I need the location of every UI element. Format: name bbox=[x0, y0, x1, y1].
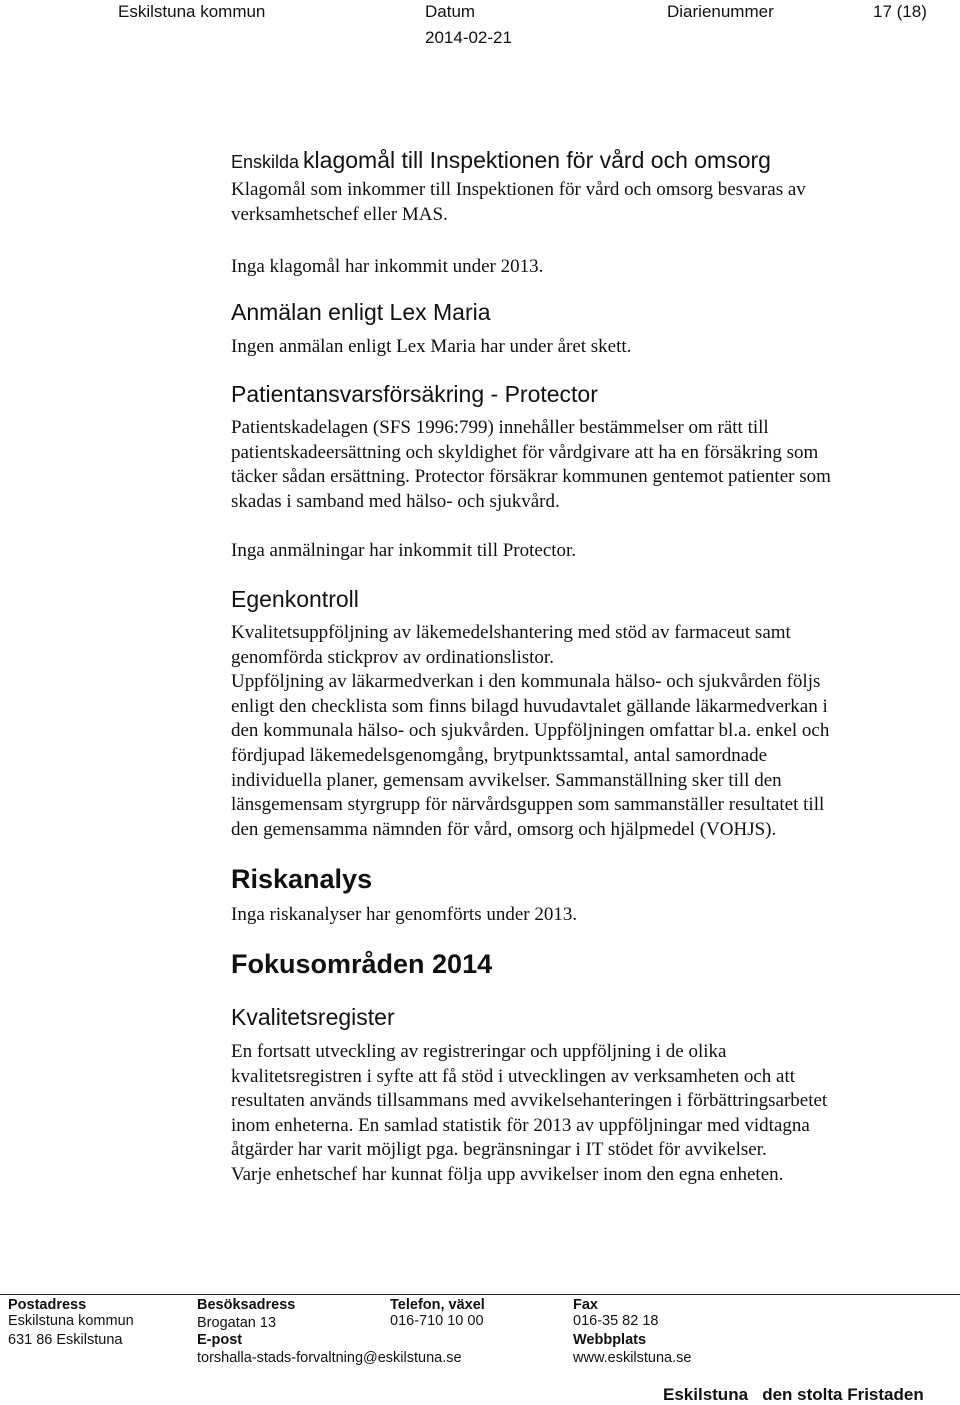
egenkontroll-heading: Egenkontroll bbox=[231, 586, 359, 612]
footer-besoksadress-value: Brogatan 13 bbox=[197, 1315, 277, 1331]
footer-epost-link[interactable]: torshalla-stads-forvaltning@eskilstuna.se bbox=[197, 1350, 462, 1366]
lex-maria-heading: Anmälan enligt Lex Maria bbox=[231, 299, 491, 325]
header-date-label: Datum bbox=[425, 2, 476, 21]
klagomal-paragraph bbox=[231, 178, 806, 227]
lex-maria-text: Ingen anmälan enligt Lex Maria har under året skett. bbox=[231, 336, 632, 357]
paragraph-line: Patientskadelagen (SFS 1996:799) innehåller bestämmelser om rätt till bbox=[231, 417, 769, 438]
paragraph-line: täcker sådan ersättning. Protector försäkrar kommunen gentemot patienter som bbox=[231, 466, 831, 488]
riskanalys-text: Inga riskanalyser har genomförts under 2013. bbox=[231, 904, 578, 925]
footer-epost-label: E-post bbox=[197, 1332, 243, 1348]
paragraph-line: den kommunala hälso- och sjukvården. Uppföljningen omfattar bl.a. enkel och bbox=[231, 720, 830, 742]
paragraph-line: En fortsatt utveckling av registreringar och uppföljning i de olika bbox=[231, 1041, 727, 1062]
paragraph-line: Kvalitetsuppföljning av läkemedelshantering med stöd av farmaceut samt bbox=[231, 622, 791, 643]
footer-postadress-line2: 631 86 Eskilstuna bbox=[8, 1332, 123, 1348]
footer-postadress-label: Postadress bbox=[8, 1297, 87, 1313]
paragraph-line: den gemensamma nämnden för vård, omsorg och hjälpmedel (VOHJS). bbox=[231, 818, 777, 840]
paragraph-line: genomförda stickprov av ordinationslistor. bbox=[231, 646, 554, 668]
egenkontroll-paragraph bbox=[231, 621, 829, 842]
header-org: Eskilstuna kommun bbox=[118, 2, 266, 21]
protector-note: Inga anmälningar har inkommit till Protector. bbox=[231, 540, 577, 561]
klagomal-heading-main: klagomål till Inspektionen för vård och omsorg bbox=[303, 147, 771, 173]
paragraph-line: Varje enhetschef har kunnat följa upp avvikelser inom den egna enheten. bbox=[231, 1163, 784, 1185]
paragraph-line: Uppföljning av läkarmedverkan i den kommunala hälso- och sjukvården följs bbox=[231, 671, 821, 693]
protector-paragraph bbox=[231, 416, 831, 514]
klagomal-note: Inga klagomål har inkommit under 2013. bbox=[231, 256, 544, 277]
paragraph-line: Klagomål som inkommer till Inspektionen för vård och omsorg besvaras av bbox=[231, 179, 806, 200]
paragraph-line: inom enheterna. En samlad statistik för 2013 av uppföljningar med vidtagna bbox=[231, 1114, 810, 1136]
paragraph-line: skadas i samband med hälso- och sjukvård. bbox=[231, 490, 560, 512]
footer-slogan: Eskilstuna den stolta Fristaden bbox=[663, 1385, 924, 1404]
footer-telefon-value: 016-710 10 00 bbox=[390, 1313, 484, 1329]
footer-besoksadress-label: Besöksadress bbox=[197, 1297, 296, 1313]
paragraph-line: åtgärder har varit möjligt pga. begränsningar i IT stödet för avvikelser. bbox=[231, 1139, 767, 1161]
footer-divider bbox=[0, 1294, 960, 1295]
paragraph-line: kvalitetsregistren i syfte att få stöd i utvecklingen av verksamheten och att bbox=[231, 1065, 796, 1087]
kvalitetsregister-paragraph bbox=[231, 1040, 827, 1188]
header-page-number: 17 (18) bbox=[873, 2, 927, 21]
footer-fax-value: 016-35 82 18 bbox=[573, 1313, 659, 1329]
paragraph-line: fördjupad läkemedelsgenomgång, brytpunktssamtal, antal samordnade bbox=[231, 744, 768, 766]
footer-postadress-line1: Eskilstuna kommun bbox=[8, 1313, 134, 1329]
paragraph-line: patientskadeersättning och skyldighet för vårdgivare att ha en försäkring som bbox=[231, 441, 819, 463]
paragraph-line: enligt den checklista som finns bilagd huvudavtalet gällande läkarmedverkan i bbox=[231, 695, 828, 717]
footer-webbplats-label: Webbplats bbox=[573, 1332, 647, 1348]
protector-heading: Patientansvarsförsäkring - Protector bbox=[231, 381, 598, 407]
footer-telefon-label: Telefon, växel bbox=[390, 1297, 485, 1313]
paragraph-line: länsgemensam styrgrupp för närvårdsguppen som sammanställer resultatet till bbox=[231, 794, 825, 816]
paragraph-line: resultaten används tillsammans med avvikelsehanteringen i förbättringsarbetet bbox=[231, 1090, 828, 1112]
footer-fax-label: Fax bbox=[573, 1297, 598, 1313]
klagomal-heading bbox=[231, 147, 771, 174]
paragraph-line: individuella planer, gemensam avvikelser. Sammanställning sker till den bbox=[231, 769, 782, 791]
footer-webbplats-link[interactable]: www.eskilstuna.se bbox=[573, 1350, 692, 1366]
riskanalys-heading: Riskanalys bbox=[231, 864, 373, 894]
paragraph-line: verksamhetschef eller MAS. bbox=[231, 203, 448, 225]
header-date-value: 2014-02-21 bbox=[425, 28, 512, 47]
kvalitetsregister-heading: Kvalitetsregister bbox=[231, 1004, 395, 1030]
fokus-heading: Fokusområden 2014 bbox=[231, 949, 493, 979]
header-diarie-label: Diarienummer bbox=[667, 2, 774, 21]
klagomal-heading-prefix: Enskilda bbox=[231, 152, 300, 172]
